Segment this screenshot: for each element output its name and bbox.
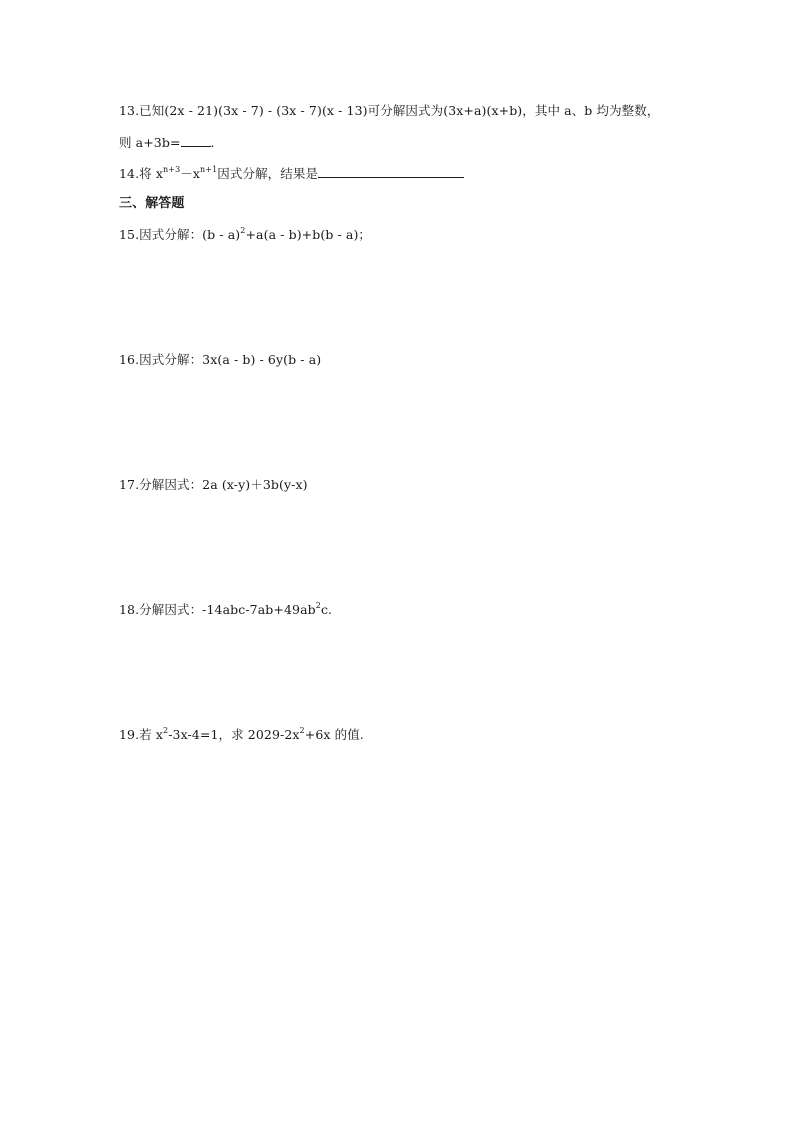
question-19-post: +6x 的值. [304,727,364,742]
question-14 [119,165,464,182]
section-heading: 三、解答题 [119,196,185,211]
exponent: 2 [240,225,246,235]
question-15-post: +a(a - b)+b(b - a)； [245,227,372,242]
question-13-line-2 [119,134,215,151]
question-19-pre: 19.若 x [119,727,164,742]
question-18 [119,602,332,618]
answer-blank [318,165,464,178]
question-15-pre: 15.因式分解：(b - a) [119,227,241,242]
question-16: 16.因式分解：3x(a - b) - 6y(b - a) [119,352,322,367]
question-19-mid: -3x-4=1，求 2029-2x [168,727,300,742]
question-13-prompt: 则 a+3b= [119,135,181,150]
question-18-pre: 18.分解因式：-14abc-7ab+49ab [119,602,316,617]
exponent: 2 [315,600,321,610]
question-13-end: . [210,135,215,150]
question-15 [119,227,371,243]
exponent: n+3 [163,164,181,174]
exponent: n+1 [200,164,218,174]
question-14-mid: －x [180,166,201,181]
exponent: 2 [163,725,169,735]
question-13-text: 13.已知(2x - 21)(3x - 7) - (3x - 7)(x - 13)可分解因式为(3x+a)(x+b)，其中 a、b 均为整数， [119,103,660,118]
answer-blank [181,134,211,147]
question-19 [119,727,364,743]
question-17: 17.分解因式：2a (x-y)＋3b(y-x) [119,477,308,492]
question-13-line-1 [119,103,659,119]
question-14-pre: 14.将 x [119,166,164,181]
exponent: 2 [299,725,305,735]
question-14-post: 因式分解，结果是 [217,166,319,181]
question-18-post: c. [320,602,333,617]
